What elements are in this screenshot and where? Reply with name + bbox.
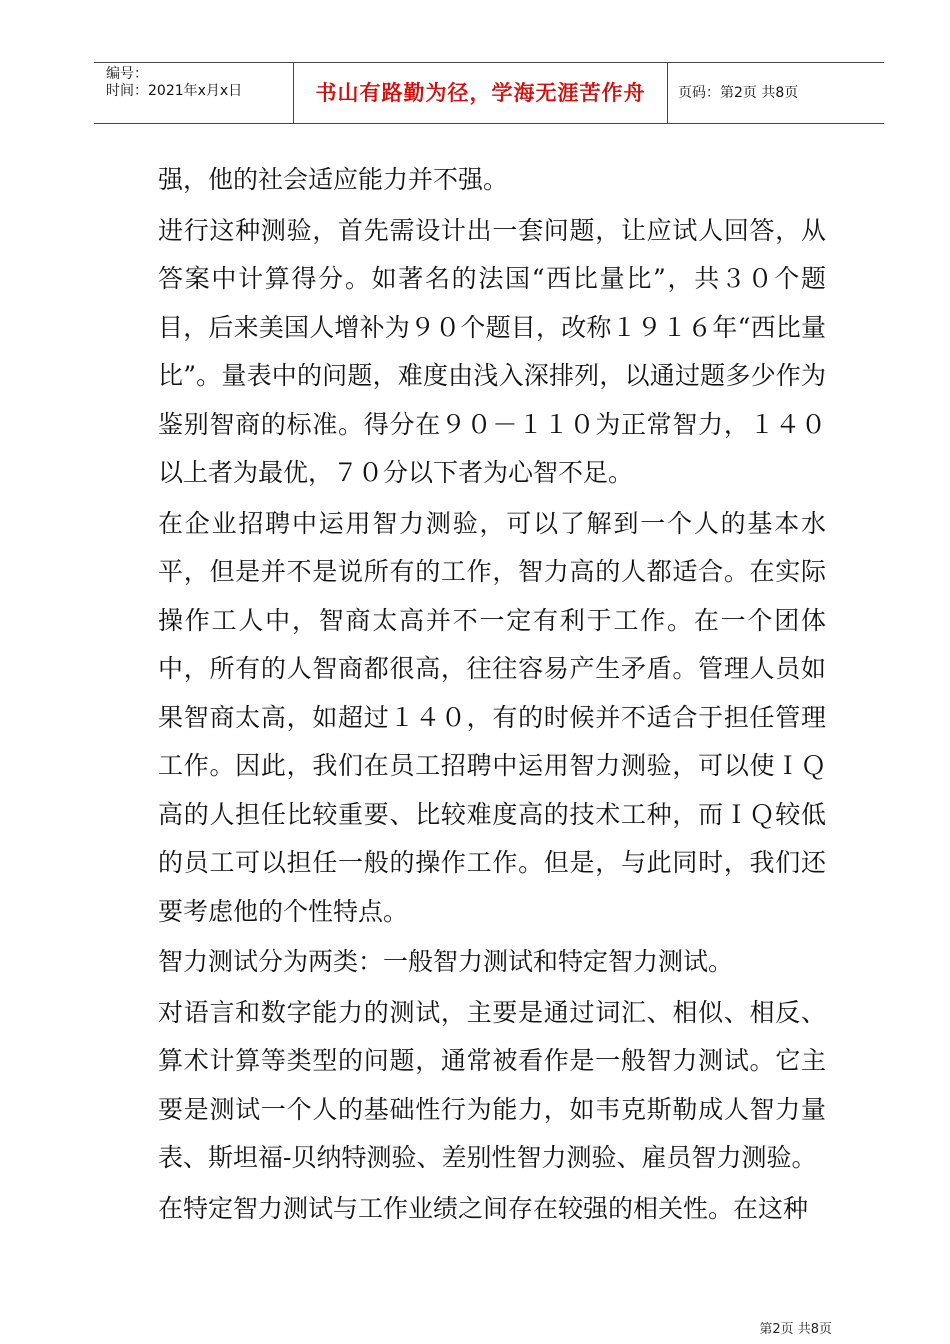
document-number-label: 编号： — [106, 66, 148, 82]
document-body — [158, 156, 826, 1235]
page-footer: 第2页 共8页 — [759, 1322, 832, 1337]
paragraph-3: 在企业招聘中运用智力测验，可以了解到一个人的基本水平，但是并不是说所有的工作，智力高的人都适合。在实际操作工人中，智商太高并不一定有利于工作。在一个团体中，所有的人智商都很高，往往容易产生矛盾。管理人员如果智商太高，如超过１４０，有的时候并不适合于担任管理工作。因此，我们在员工招聘中运用智力测验，可以使ＩＱ高的人担任比较重要、比较难度高的技术工种，而ＩＱ较低的员工可以担任一般的操作工作。但是，与此同时，我们还要考虑他的个性特点。 — [158, 508, 826, 926]
paragraph-6: 在特定智力测试与工作业绩之间存在较强的相关性。在这种 — [158, 1193, 809, 1223]
header-page-label: 页码：第2页 共8页 — [678, 85, 799, 101]
document-header — [94, 62, 884, 124]
paragraph-2: 进行这种测验，首先需设计出一套问题，让应试人回答，从答案中计算得分。如著名的法国“西比量比”，共３０个题目，后来美国人增补为９０个题目，改称１９１６年“西比量比”。量表中的问题，难度由浅入深排列，以通过题多少作为鉴别智商的标准。得分在９０－１１０为正常智力，１４０以上者为最优，７０分以下者为心智不足。 — [158, 215, 826, 487]
document-time-label: 时间：2021年x月x日 — [106, 83, 243, 99]
paragraph-1: 强，他的社会适应能力并不强。 — [158, 165, 509, 194]
paragraph-5: 对语言和数字能力的测试，主要是通过词汇、相似、相反、算术计算等类型的问题，通常被看作是一般智力测试。它主要是测试一个人的基础性行为能力，如韦克斯勒成人智力量表、斯坦福-贝纳特测验、差别性智力测验、雇员智力测验。 — [158, 997, 826, 1172]
header-motto: 书山有路勤为径，学海无涯苦作舟 — [294, 63, 668, 123]
header-meta-cell — [94, 63, 294, 123]
paragraph-4: 智力测试分为两类：一般智力测试和特定智力测试。 — [158, 947, 734, 976]
